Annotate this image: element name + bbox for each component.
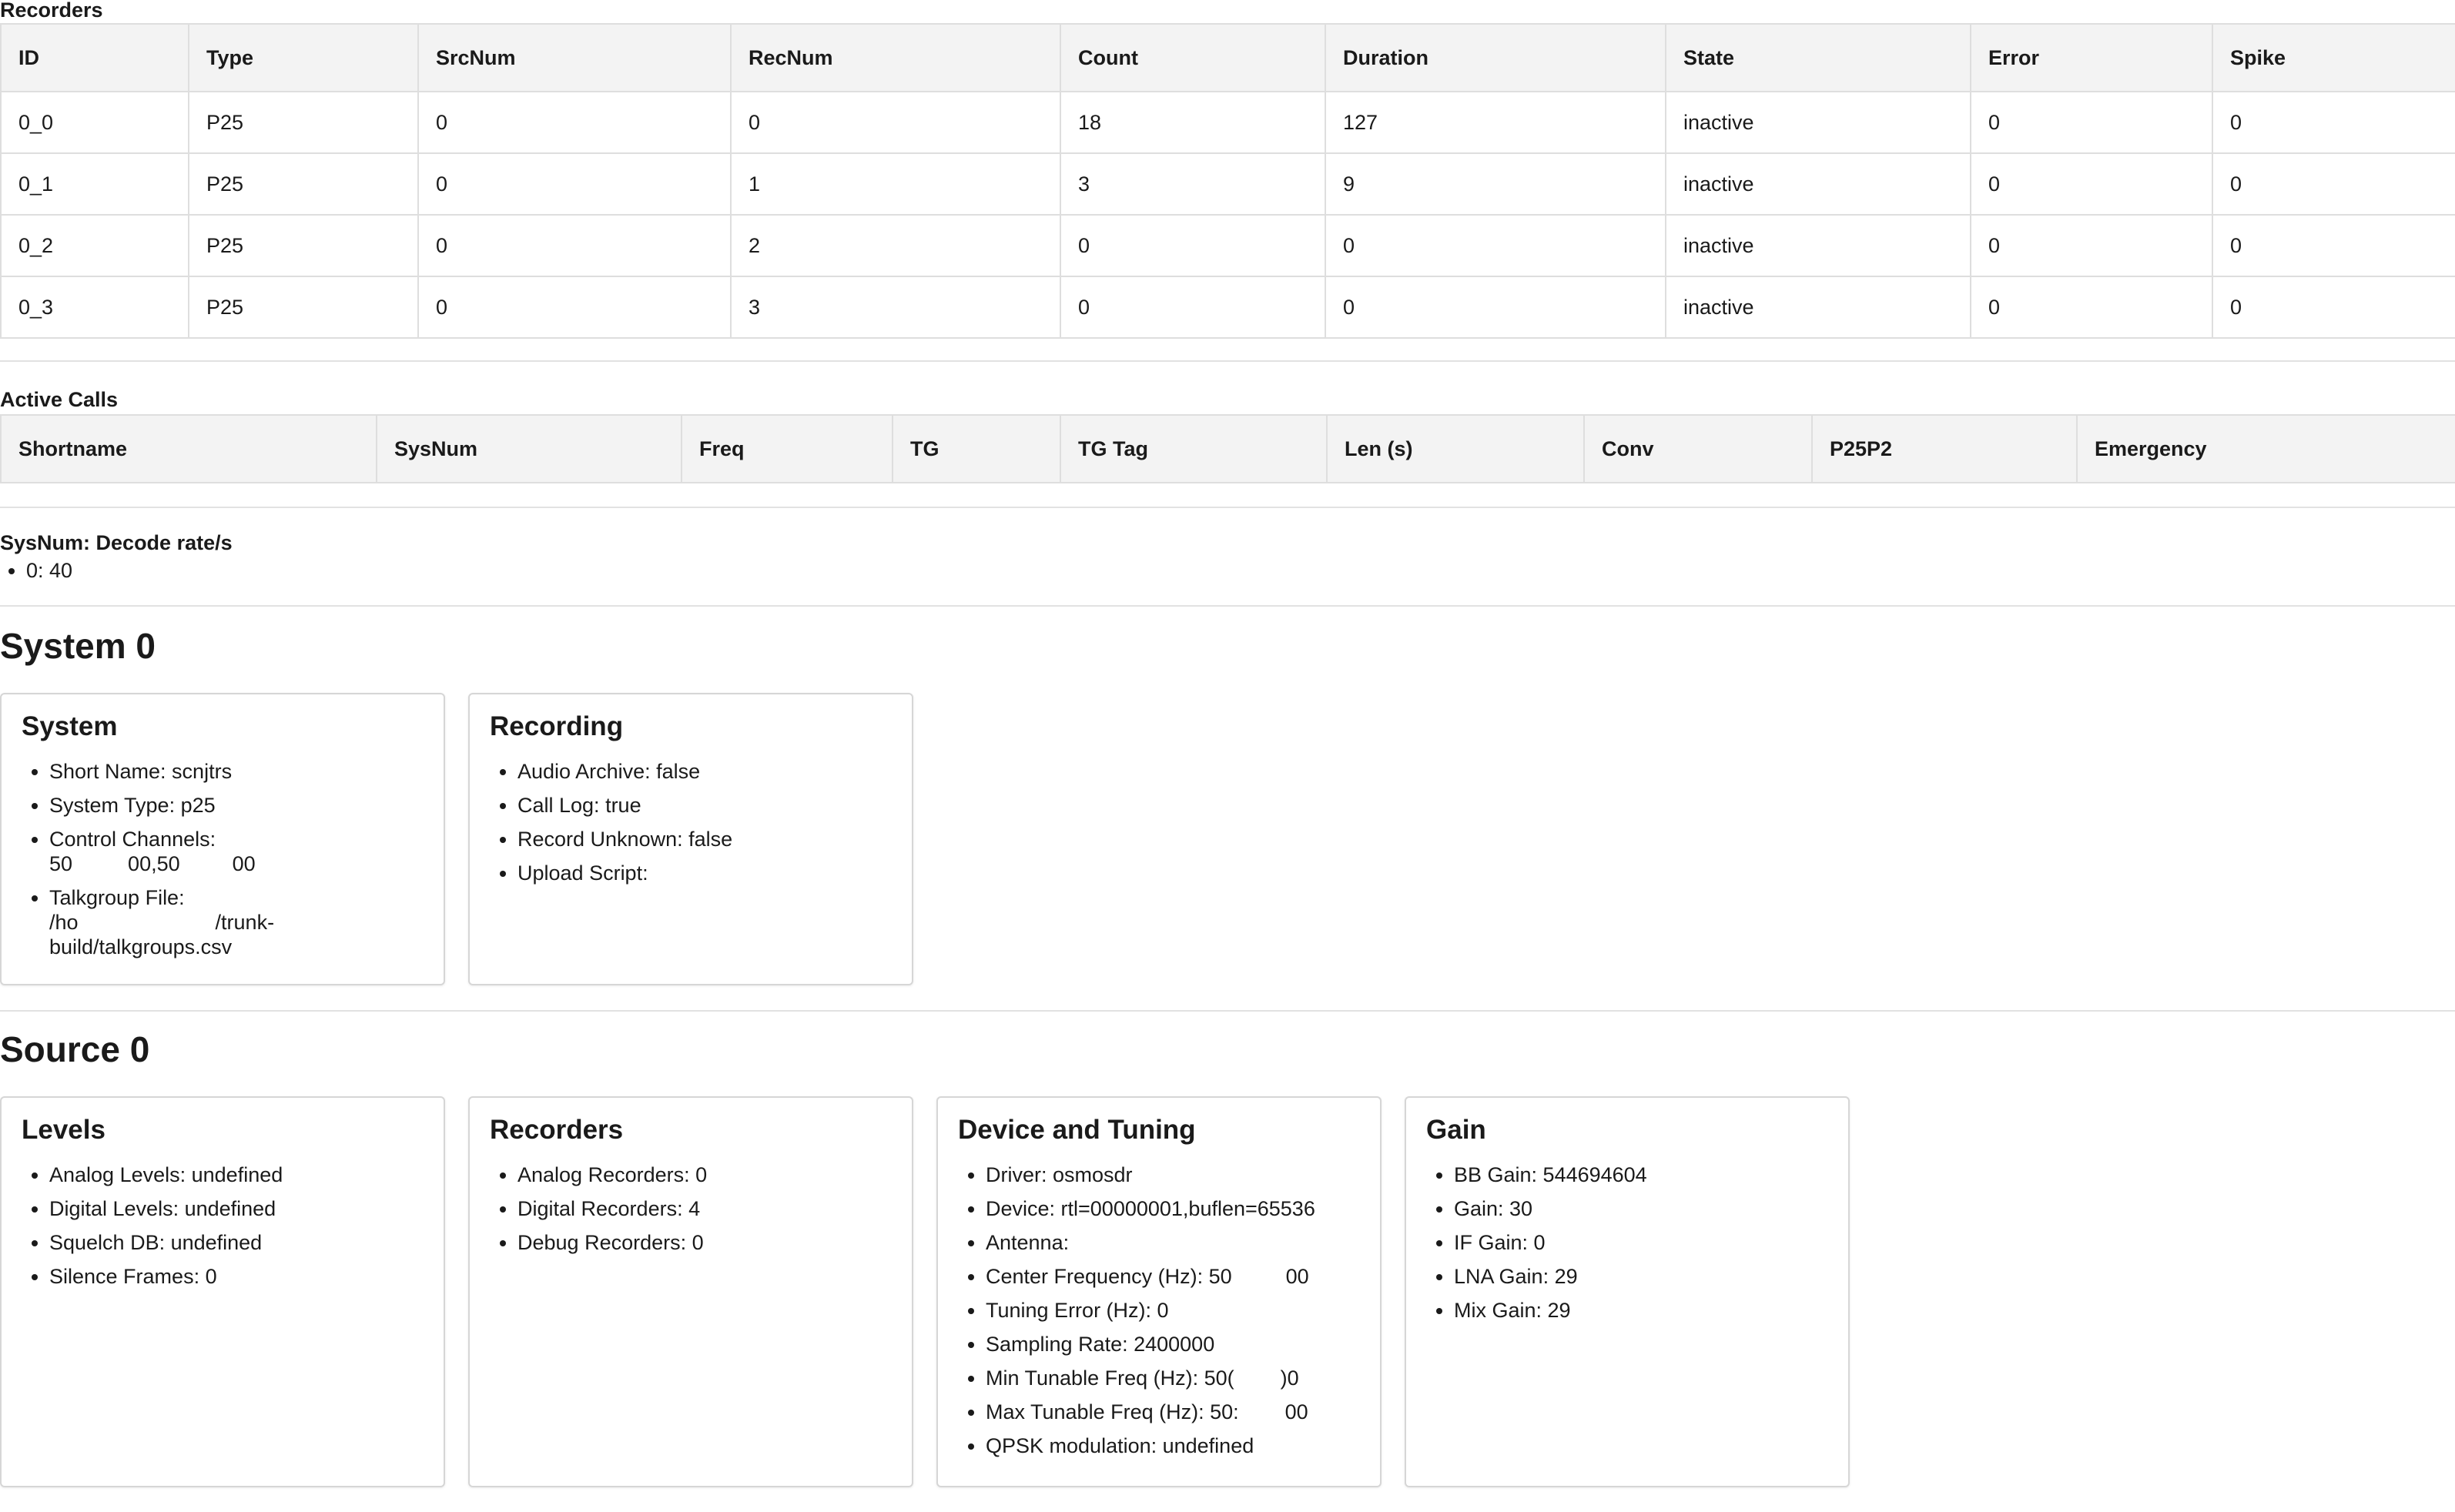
divider <box>0 1010 2455 1012</box>
cell-duration: 0 <box>1325 276 1666 338</box>
control-channels-part: 50 <box>49 852 73 875</box>
card-title: Recorders <box>490 1115 624 1145</box>
cell-srcnum: 0 <box>418 153 731 215</box>
list-item <box>986 1264 1360 1289</box>
list-item: • LNA Gain: 29 <box>1454 1264 1828 1289</box>
item-text: Sampling Rate: 2400000 <box>986 1333 1215 1356</box>
recorders-section-title: Recorders <box>0 0 103 22</box>
redaction <box>180 855 233 876</box>
cell-error: 0 <box>1971 215 2212 276</box>
system-card <box>0 693 445 985</box>
cell-count: 18 <box>1060 92 1325 153</box>
card-title: System <box>22 711 118 741</box>
col-emergency[interactable]: Emergency <box>2077 415 2455 483</box>
cell-type: P25 <box>189 215 418 276</box>
col-conv[interactable]: Conv <box>1584 415 1812 483</box>
cell-type: P25 <box>189 153 418 215</box>
cell-spike: 0 <box>2212 153 2455 215</box>
item-text: Min Tunable Freq (Hz): 50( <box>986 1366 1234 1390</box>
cell-type: P25 <box>189 92 418 153</box>
list-item: • Analog Recorders: 0 <box>517 1162 892 1187</box>
list-item: • Upload Script: <box>517 861 892 885</box>
cell-count: 0 <box>1060 215 1325 276</box>
redaction <box>1234 1369 1281 1390</box>
col-id[interactable]: ID <box>1 24 189 92</box>
list-item: • Mix Gain: 29 <box>1454 1298 1828 1323</box>
col-sysnum[interactable]: SysNum <box>377 415 682 483</box>
item-text: Antenna: <box>986 1231 1070 1254</box>
list-item: • Digital Levels: undefined <box>49 1196 424 1221</box>
item-text: Device: rtl=00000001,buflen=65536 <box>986 1197 1315 1220</box>
talkgroup-file-part: build/talkgroups.csv <box>49 935 233 958</box>
cell-id: 0_2 <box>1 215 189 276</box>
list-item: • Silence Frames: 0 <box>49 1264 424 1289</box>
cell-recnum: 1 <box>731 153 1060 215</box>
active-calls-title: Active Calls <box>0 388 119 411</box>
divider <box>0 507 2455 508</box>
decode-rate-list <box>0 559 72 583</box>
cell-recnum: 3 <box>731 276 1060 338</box>
cell-spike: 0 <box>2212 215 2455 276</box>
source-recorders-card <box>468 1096 913 1487</box>
col-state[interactable]: State <box>1666 24 1971 92</box>
item-text: Driver: osmosdr <box>986 1163 1133 1186</box>
cell-error: 0 <box>1971 153 2212 215</box>
list-item <box>986 1298 1360 1323</box>
cell-id: 0_0 <box>1 92 189 153</box>
active-calls-header-row <box>1 415 2455 483</box>
redaction <box>72 855 128 876</box>
list-item: • Digital Recorders: 4 <box>517 1196 892 1221</box>
redaction <box>79 913 216 935</box>
item-text: 00 <box>1285 1265 1309 1288</box>
col-freq[interactable]: Freq <box>682 415 893 483</box>
list-item: • BB Gain: 544694604 <box>1454 1162 1828 1187</box>
cell-duration: 9 <box>1325 153 1666 215</box>
card-title: Recording <box>490 711 624 741</box>
card-title: Gain <box>1426 1115 1486 1145</box>
item-text: )0 <box>1280 1366 1299 1390</box>
cell-state: inactive <box>1666 215 1971 276</box>
cell-id: 0_3 <box>1 276 189 338</box>
list-item: • 0: 40 <box>26 559 72 583</box>
item-text: Tuning Error (Hz): 0 <box>986 1299 1169 1322</box>
col-srcnum[interactable]: SrcNum <box>418 24 731 92</box>
talkgroup-file-part: /ho <box>49 911 79 934</box>
cell-srcnum: 0 <box>418 276 731 338</box>
cell-count: 0 <box>1060 276 1325 338</box>
active-calls-table <box>0 414 2455 483</box>
levels-card <box>0 1096 445 1487</box>
card-title: Device and Tuning <box>958 1115 1196 1145</box>
list-item <box>986 1332 1360 1356</box>
col-spike[interactable]: Spike <box>2212 24 2455 92</box>
list-item: • Debug Recorders: 0 <box>517 1230 892 1255</box>
col-p25p2[interactable]: P25P2 <box>1812 415 2077 483</box>
list-item: • System Type: p25 <box>49 793 424 818</box>
cell-duration: 127 <box>1325 92 1666 153</box>
control-channels-part: 00,50 <box>128 852 180 875</box>
item-text: Center Frequency (Hz): 50 <box>986 1265 1232 1288</box>
card-title: Levels <box>22 1115 106 1145</box>
divider <box>0 605 2455 607</box>
col-tg[interactable]: TG <box>893 415 1060 483</box>
table-row <box>1 276 2455 338</box>
cell-error: 0 <box>1971 92 2212 153</box>
table-row <box>1 92 2455 153</box>
cell-recnum: 2 <box>731 215 1060 276</box>
list-item: • IF Gain: 0 <box>1454 1230 1828 1255</box>
cell-state: inactive <box>1666 276 1971 338</box>
table-row <box>1 153 2455 215</box>
col-shortname[interactable]: Shortname <box>1 415 377 483</box>
cell-duration: 0 <box>1325 215 1666 276</box>
list-item <box>986 1162 1360 1187</box>
list-item <box>986 1196 1360 1221</box>
redaction <box>1239 1403 1285 1424</box>
list-item <box>986 1433 1360 1458</box>
table-row <box>1 215 2455 276</box>
divider <box>0 360 2455 362</box>
cell-spike: 0 <box>2212 92 2455 153</box>
list-item: • Gain: 30 <box>1454 1196 1828 1221</box>
device-tuning-card <box>936 1096 1382 1487</box>
col-len[interactable]: Len (s) <box>1327 415 1584 483</box>
talkgroup-file-part: /trunk- <box>215 911 275 934</box>
list-item <box>986 1366 1360 1390</box>
list-item: • Squelch DB: undefined <box>49 1230 424 1255</box>
col-tg-tag[interactable]: TG Tag <box>1060 415 1327 483</box>
cell-srcnum: 0 <box>418 215 731 276</box>
cell-type: P25 <box>189 276 418 338</box>
cell-recnum: 0 <box>731 92 1060 153</box>
item-text: QPSK modulation: undefined <box>986 1434 1254 1457</box>
cell-id: 0_1 <box>1 153 189 215</box>
list-item: • Audio Archive: false <box>517 759 892 784</box>
item-text: 00 <box>1284 1400 1308 1423</box>
control-channels-item <box>49 827 303 876</box>
list-item: • Call Log: true <box>517 793 892 818</box>
cell-spike: 0 <box>2212 276 2455 338</box>
cell-state: inactive <box>1666 153 1971 215</box>
item-text: Max Tunable Freq (Hz): 50: <box>986 1400 1239 1423</box>
list-item <box>986 1230 1360 1255</box>
recorders-header-row <box>1 24 2455 92</box>
gain-card <box>1405 1096 1850 1487</box>
source-heading: Source 0 <box>0 1029 150 1069</box>
col-error[interactable]: Error <box>1971 24 2212 92</box>
system-heading: System 0 <box>0 626 156 666</box>
cell-error: 0 <box>1971 276 2212 338</box>
control-channels-part: 00 <box>232 852 256 875</box>
list-item: • Short Name: scnjtrs <box>49 759 424 784</box>
control-channels-label: Control Channels: <box>49 828 216 851</box>
list-item: • Analog Levels: undefined <box>49 1162 424 1187</box>
cell-state: inactive <box>1666 92 1971 153</box>
col-recnum[interactable]: RecNum <box>731 24 1060 92</box>
recording-card <box>468 693 913 985</box>
list-item <box>986 1400 1360 1424</box>
col-duration[interactable]: Duration <box>1325 24 1666 92</box>
cell-count: 3 <box>1060 153 1325 215</box>
col-count[interactable]: Count <box>1060 24 1325 92</box>
list-item: • Record Unknown: false <box>517 827 892 851</box>
col-type[interactable]: Type <box>189 24 418 92</box>
talkgroup-file-item <box>49 885 303 959</box>
cell-srcnum: 0 <box>418 92 731 153</box>
redaction <box>1232 1267 1286 1289</box>
talkgroup-file-label: Talkgroup File: <box>49 886 185 909</box>
recorders-table <box>0 23 2455 339</box>
decode-rate-title: SysNum: Decode rate/s <box>0 531 233 554</box>
